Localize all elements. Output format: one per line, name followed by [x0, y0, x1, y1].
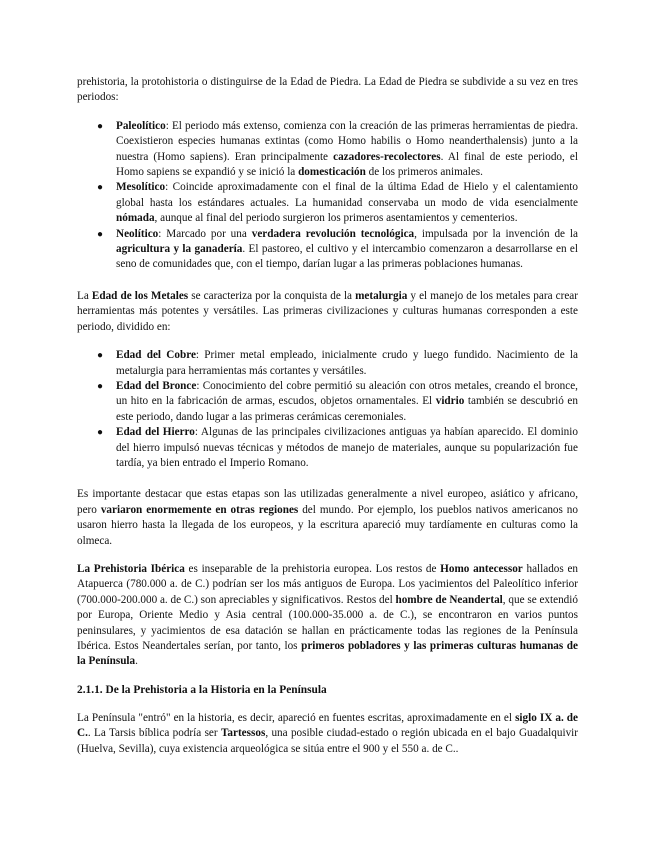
bullet-icon: ●: [97, 350, 104, 362]
list-item: ● Edad del Hierro: Algunas de las principales civilizaciones antiguas ya habían aparecido. El dominio del hierro impulsó nuevas técnicas y métodos de manejo de materiales, aunque su popularización fue tardía, ya bien entrado el Imperio Romano.: [97, 426, 578, 469]
bullet-icon: ●: [97, 380, 104, 392]
list-item: ● Paleolítico: El periodo más extenso, comienza con la creación de las primeras herramientas de piedra. Coexistieron especies humanas extintas (como Homo habilis o Homo neanderthalensis) junto a la nuestra (Homo sapiens). Eran principalmente cazadores-recolectores. Al final de este periodo, el Homo sapiens se expandió y se inició la domesticación de los primeros animales.: [97, 119, 578, 179]
metal-age-list: [77, 348, 578, 471]
peninsula-paragraph: La Península "entró" en la historia, es decir, apareció en fuentes escritas, aproximadamente en el siglo IX a. de C.. La Tarsis bíblica podría ser Tartessos, una posible ciudad-estado o región ubicada en el bajo Guadalquivir (Huelva, Sevilla), cuya existencia arqueológica se sitúa entre el 900 y el 550 a. de C..: [77, 711, 578, 755]
list-item: ● Edad del Cobre: Primer metal empleado, inicialmente crudo y luego fundido. Nacimiento de la metalurgia para herramientas más cortantes y versátiles.: [97, 349, 578, 377]
intro-paragraph: prehistoria, la protohistoria o distinguirse de la Edad de Piedra. La Edad de Piedra se subdivide a su vez en tres periodos:: [77, 76, 578, 104]
list-item: ● Neolítico: Marcado por una verdadera revolución tecnológica, impulsada por la invención de la agricultura y la ganadería. El pastoreo, el cultivo y el intercambio comenzaron a desarrollarse en el seno de comunidades que, con el tiempo, darían lugar a las primeras poblaciones humanas.: [97, 227, 579, 271]
bullet-icon: ●: [97, 427, 104, 439]
bullet-icon: ●: [97, 120, 104, 132]
bullet-icon: ●: [97, 228, 104, 240]
iberian-paragraph: La Prehistoria Ibérica es inseparable de la prehistoria europea. Los restos de Homo antecessor hallados en Atapuerca (780.000 a. de C.) podrían ser los más antiguos de Europa. Los yacimientos del Paleolítico inferior (700.000-200.000 a. de C.) son apreciables y significativos. Restos del hombre de Neandertal, que se extendió por Europa, Oriente Medio y Asia central (100.000-35.000 a. de C.), se encontraron en varios puntos peninsulares, y yacimientos de esa datación se hallan en prácticamente todas las regiones de la Península Ibérica. Estos Neandertales serían, por tanto, los primeros pobladores y las primeras culturas humanas de la Península.: [77, 562, 579, 668]
regions-paragraph: Es importante destacar que estas etapas son las utilizadas generalmente a nivel europeo, asiático y africano, pero variaron enormemente en otras regiones del mundo. Por ejemplo, los pueblos nativos americanos no usaron hierro hasta la llegada de los europeos, y la escritura apareció muy tardíamente en culturas como la olmeca.: [77, 488, 578, 547]
list-item: ● Edad del Bronce: Conocimiento del cobre permitió su aleación con otros metales, creando el bronce, un hito en la fabricación de armas, escudos, objetos ornamentales. El vidrio también se descubrió en este periodo, dando lugar a las primeras cerámicas ceremoniales.: [97, 379, 578, 423]
bullet-icon: ●: [97, 182, 104, 194]
section-heading: 2.1.1. De la Prehistoria a la Historia en la Península: [77, 683, 327, 696]
list-item: ● Mesolítico: Coincide aproximadamente con el final de la última Edad de Hielo y el calentamiento global hasta los estándares actuales. La humanidad conservaba un modo de vida esencialmente nómada, aunque al final del periodo surgieron los primeros asentamientos y cementerios.: [97, 181, 578, 225]
metals-paragraph: La Edad de los Metales se caracteriza por la conquista de la metalurgia y el manejo de los metales para crear herramientas más potentes y versátiles. Las primeras civilizaciones y culturas humanas corresponden a este periodo, dividido en:: [77, 289, 578, 333]
stone-age-list: [77, 119, 578, 273]
